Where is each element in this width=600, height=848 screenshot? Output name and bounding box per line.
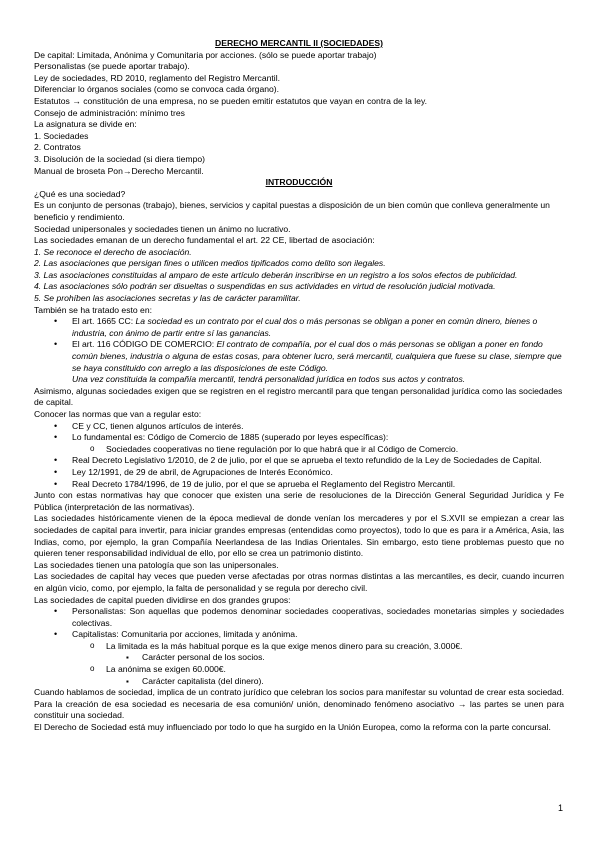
intro-line: Personalistas (se puede aportar trabajo). [34,61,190,72]
list-item [34,316,564,339]
intro-line: Estatutos → constitución de una empresa, no se pueden emitir estatutos que vayan en contra de la ley. [34,95,427,106]
art22-item: 1. Se reconoce el derecho de asociación. [34,246,192,257]
intro-line: La asignatura se divide en: [34,119,137,130]
intro-line: 3. Disolución de la sociedad (si diera tiempo) [34,153,206,164]
question: ¿Qué es una sociedad? [34,188,126,199]
list-item: • Personalistas: Son aquellas que podemos denominar sociedades cooperativas, sociedades monetarias simples y sociedades colectivas. [34,606,564,629]
grupos-list [34,606,564,687]
intro-line: Ley de sociedades, RD 2010, reglamento del Registro Mercantil. [34,72,281,83]
ccom-label: El art. 116 CÓDIGO DE COMERCIO: [72,339,215,350]
intro-line: 2. Contratos [34,142,81,153]
cc-label: El art. 1665 CC: [72,316,134,327]
list-item: • Lo fundamental es: Código de Comercio de 1885 (superado por leyes específicas): [34,432,564,444]
list-item: • CE y CC, tienen algunos artículos de interés. [34,421,564,433]
codes-list [34,316,564,374]
ccom-text-continued: Una vez constituida la compañía mercantil, tendrá personalidad jurídica en todos sus actos y contratos. [72,374,466,385]
definition-paragraph: Es un conjunto de personas (trabajo), bienes, servicios y capital puestas a disposición de un bien común que conlleva generalmente un beneficio y rendimiento. [34,200,550,222]
cc-text: La sociedad es un contrato por el cual dos o más personas se obligan a poner en común dinero, bienes o industria, con ánimo de partir entre sí las ganancias. [72,316,538,338]
art22-item: 4. Las asociaciones sólo podrán ser disueltas o suspendidas en sus actividades en virtud de resolución judicial motivada. [34,281,496,292]
list-item: • Capitalistas: Comunitaria por acciones, limitada y anónima. [34,629,564,641]
sub-sub-list-item: ▪ Carácter capitalista (del dinero). [34,676,564,688]
list-item [34,339,564,374]
list-item: • Real Decreto 1784/1996, de 19 de julio, por el que se aprueba el Reglamento del Registro Mercantil. [34,479,564,491]
historia-paragraph: Las sociedades históricamente vienen de la época medieval de donde venían los mercaderes y por el S.XVII se empiezan a crear las sociedades de capital para invertir, para iniciar grandes empresas (entendidas como proyectos), todo lo que es para ir a América, Asia, las Indias, como, por ejemplo, la gran Compañía Neerlandesa de las Indias Orientales. Sin embargo, esto tiene problemas puesto que no quieren tener responsabilidad individual de ello, por ello se crea un patrimonio distinto. [34,513,564,559]
document-title: DERECHO MERCANTIL II (SOCIEDADES) [215,38,383,48]
intro-line: De capital: Limitada, Anónima y Comunitaria por acciones. (sólo se puede aportar trabajo) [34,49,377,60]
list-item: • Ley 12/1991, de 29 de abril, de Agrupaciones de Interés Económico. [34,467,564,479]
contrato-paragraph: Cuando hablamos de sociedad, implica de un contrato jurídico que celebran los socios para manifestar su voluntad de crear esta sociedad. Para la creación de esa sociedad es necesaria de esa comunión/ unión, denominado fenómeno asociativo → las partes se unen para constituir una sociedad. [34,687,564,721]
sub-list-item: o La limitada es la más habitual porque es la que exige menos dinero para su creación, 3.000€. [34,641,564,653]
list-item: • Real Decreto Legislativo 1/2010, de 2 de julio, por el que se aprueba el texto refundido de la Ley de Sociedades de Capital. [34,455,564,467]
unipersonal-line: Sociedad unipersonales y sociedades tienen un ánimo no lucrativo. [34,223,291,234]
sub-list-item: o Sociedades cooperativas no tiene regulación por lo que habrá que ir al Código de Comercio. [34,444,564,456]
art22-item: 3. Las asociaciones constituidas al amparo de este artículo deberán inscribirse en un registro a los solos efectos de publicidad. [34,269,518,280]
patologia-line: Las sociedades tienen una patología que son las unipersonales. [34,559,279,570]
ue-paragraph: El Derecho de Sociedad está muy influenciado por todo lo que ha surgido en la Unión Europea, como la reforma con la parte concursal. [34,722,551,733]
normas-line: Conocer las normas que van a regular esto: [34,409,202,419]
page-number: 1 [558,803,564,813]
afectadas-paragraph: Las sociedades de capital hay veces que pueden verse afectadas por otras normas distintas a las mercantiles, es decir, cuando incurren en algún vicio, como, por ejemplo, la falta de personalidad y se regula por derecho civil. [34,571,564,593]
sub-sub-list-item: ▪ Carácter personal de los socios. [34,652,564,664]
tratado-line: También se ha tratado esto en: [34,304,152,315]
grupos-line: Las sociedades de capital pueden dividirse en dos grandes grupos: [34,594,291,605]
art22-item: 2. Las asociaciones que persigan fines o utilicen medios tipificados como delito son ilegales. [34,258,386,269]
sub-list-item: o La anónima se exigen 60.000€. [34,664,564,676]
resoluciones-paragraph: Junto con estas normativas hay que conocer que existen una serie de resoluciones de la Dirección General Seguridad Jurídica y Fe Pública (interpretación de las normativas). [34,490,564,512]
intro-line: 1. Sociedades [34,130,89,141]
intro-line: Consejo de administración: mínimo tres [34,107,185,118]
emanan-line: Las sociedades emanan de un derecho fundamental el art. 22 CE, libertad de asociación: [34,235,375,246]
normas-list [34,421,564,491]
document-page [34,38,564,734]
section-title: INTRODUCCIÓN [265,177,333,188]
intro-line: Diferenciar lo órganos sociales (como se convoca cada órgano). [34,84,280,95]
ccom-text: El contrato de compañía, por el cual dos o más personas se obligan a poner en fondo común bienes, industria o alguna de estas cosas, para obtener lucro, será mercantil, cualquiera que fuese su clase, siempre que se haya constituido con arreglo a las disposiciones de este Código. [72,339,562,373]
art22-item: 5. Se prohíben las asociaciones secretas y las de carácter paramilitar. [34,293,301,304]
intro-line: Manual de broseta Pon→Derecho Mercantil. [34,165,204,176]
registro-paragraph: Asimismo, algunas sociedades exigen que se registren en el registro mercantil para que tengan personalidad jurídica como las sociedades de capital. [34,385,563,408]
